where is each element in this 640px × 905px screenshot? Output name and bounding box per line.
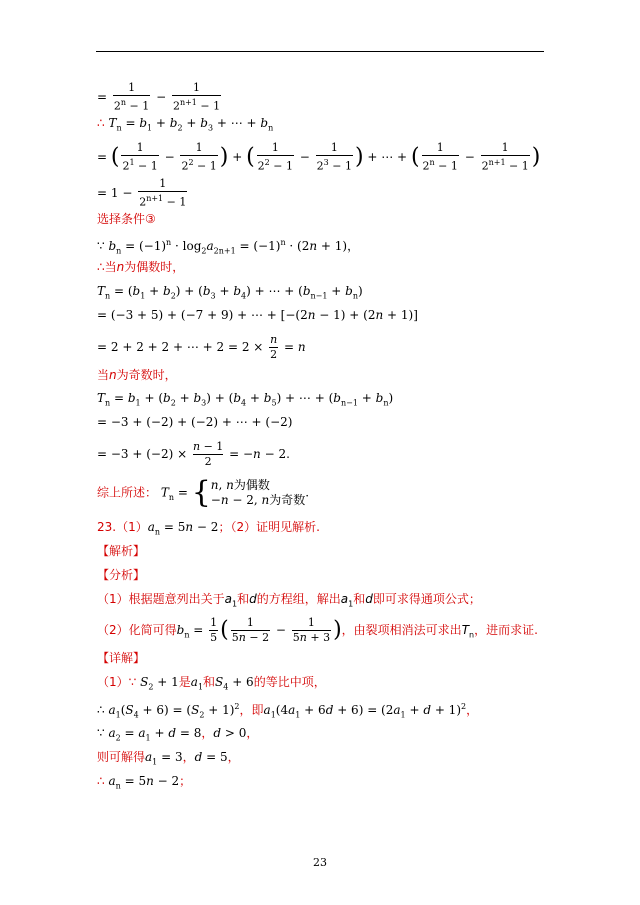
line-26: ∴ $a_n = 5n - 2$；: [97, 774, 192, 791]
line-19: （1）根据题意列出关于$a_1$和d的方程组，解出$a_1$和d即可求得通项公式；: [97, 592, 481, 609]
line-18: 【分析】: [97, 568, 146, 582]
line-17: 【解析】: [97, 544, 146, 558]
line-4: = 1 − $\frac{1}{2^{n+1} - 1}$: [97, 177, 187, 209]
line-3: = ( $\frac{1}{2^1 - 1}$ − $\frac{1}{2^2 - 1}$ ) + ( $\frac{1}{2^2 - 1}$ − $\frac{1}{2^3 - 1}$ ) + ⋯ + ( $\frac{1}{2^n - 1}$ − $\frac{1}{2^{n+1} - 1}$ ): [97, 141, 541, 173]
line-13: = −3 + (−2) + (−2) + ⋯ + (−2): [97, 415, 293, 429]
line-7: ∴当n为偶数时，: [97, 260, 185, 274]
page-number: 23: [313, 856, 327, 869]
line-16: $23.(1)a_n = 5n - 2$；（2）证明见解析.: [97, 520, 320, 537]
line-14: = −3 + (−2) × $\frac{n - 1}{2}$ = −n − 2.: [97, 440, 290, 468]
line-6: ∵ $b_n = (-1)^n \cdot \log_2a_{2n+1} = (-1)^n \cdot (2n + 1)$，: [97, 238, 360, 256]
line-24: ∵ $a_2 = a_1 + d = 8$，d > 0，: [97, 726, 259, 743]
line-5: 选择条件③: [97, 212, 156, 226]
line-23: ∴ $a_1(S_4 + 6) = (S_2 + 1)^2$，即$a_1(4a_1 + 6d + 6) = (2a_1 + d + 1)^2$，: [97, 702, 479, 720]
line-2: ∴ $T_n = b_1 + b_2 + b_3$ + ⋯ + $b_n$: [97, 116, 274, 133]
line-25: 则可解得$a_1 = 3$，d = 5，: [97, 750, 240, 767]
line-21: 【详解】: [97, 651, 146, 665]
line-1: = $\frac{1}{2^n - 1}$ − $\frac{1}{2^{n+1} - 1}$: [97, 81, 221, 113]
line-20: （2）化简可得$b_n$ = $\frac{1}{5}$ ( $\frac{1}{5n - 2}$ − $\frac{1}{5n + 3}$ )，由裂项相消法可求出$T_n$，进而求证.: [97, 616, 538, 644]
line-11: 当n为奇数时，: [97, 368, 177, 382]
line-15: 综上所述： $T_n$ = { n, n为偶数 −n − 2, n为奇数 .: [97, 475, 310, 510]
line-10: = 2 + 2 + 2 + ⋯ + 2 = 2 × $\frac{n}{2}$ = n: [97, 333, 306, 361]
line-22: （1）∵ $S_2 + 1$是$a_1$和$S_4 + 6$的等比中项，: [97, 675, 326, 692]
line-8: $T_n = (b_1 + b_2) + (b_3 + b_4)$ + ⋯ + $(b_{n-1} + b_n)$: [97, 284, 363, 301]
header-rule: [96, 51, 544, 52]
line-12: $T_n = b_1 + (b_2 + b_3) + (b_4 + b_5)$ + ⋯ + $(b_{n-1} + b_n)$: [97, 391, 394, 408]
line-9: = (−3 + 5) + (−7 + 9) + ⋯ + [−(2n − 1) + (2n + 1)]: [97, 308, 418, 322]
